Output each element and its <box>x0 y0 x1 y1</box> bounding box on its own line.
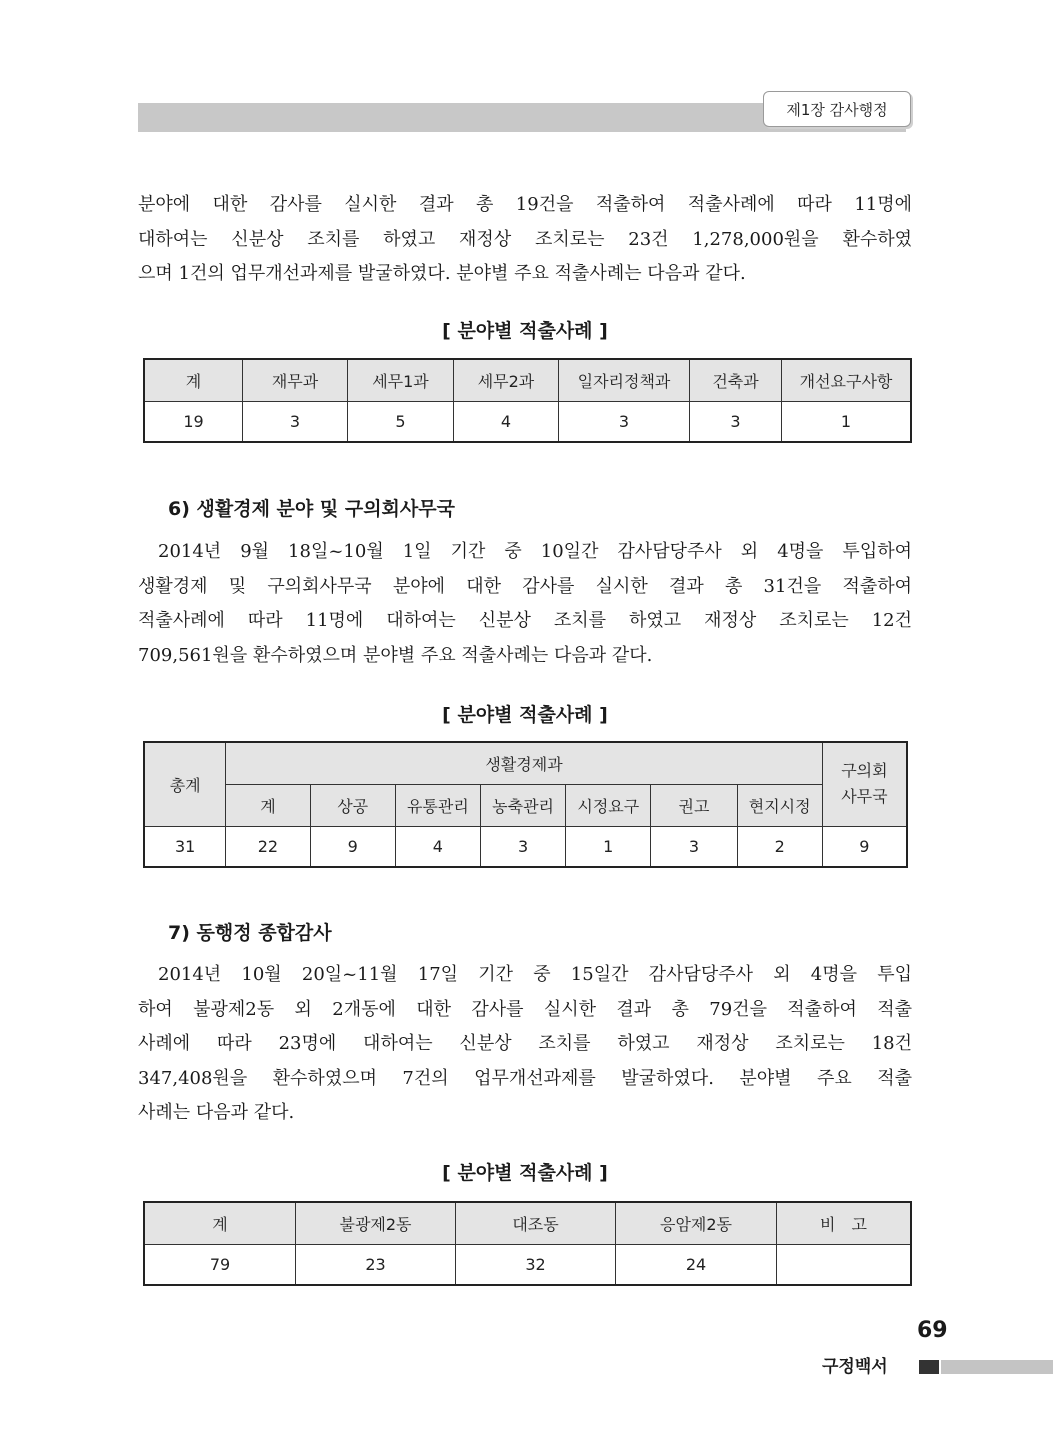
chapter-tab <box>763 91 911 127</box>
table-header-row <box>144 742 907 784</box>
intro-line: 대하여는 신분상 조치를 하였고 재정상 조치로는 23건 1,278,000원을 환수하였 <box>138 228 912 250</box>
table-subheader-row <box>144 784 907 826</box>
header-cell: 응암제2동 <box>616 1202 777 1244</box>
value-cell: 3 <box>651 826 737 867</box>
section6-line: 생활경제 및 구의회사무국 분야에 대한 감사를 실시한 결과 총 31건을 적출하여 <box>138 575 912 597</box>
value-cell: 3 <box>480 826 565 867</box>
footer-label: 구정백서 <box>822 1357 888 1377</box>
page-number: 69 <box>917 1318 948 1343</box>
value-cell: 1 <box>566 826 651 867</box>
value-cell: 3 <box>243 401 348 442</box>
header-cell: 계 <box>144 1202 296 1244</box>
value-cell: 4 <box>454 401 559 442</box>
table3-caption: [ 분야별 적출사례 ] <box>442 1162 608 1184</box>
subheader-cell: 상공 <box>310 784 395 826</box>
table-row <box>144 1244 911 1285</box>
value-cell: 9 <box>822 826 907 867</box>
value-cell: 79 <box>144 1244 296 1285</box>
value-cell: 19 <box>144 401 243 442</box>
value-cell: 3 <box>559 401 690 442</box>
value-cell: 22 <box>226 826 310 867</box>
value-cell: 9 <box>310 826 395 867</box>
section6-line: 2014년 9월 18일~10월 1일 기간 중 10일간 감사담당주사 외 4명을 투입하여 <box>158 541 912 562</box>
header-cell: 계 <box>144 359 243 401</box>
header-cell: 비 고 <box>777 1202 912 1244</box>
table1-caption: [ 분야별 적출사례 ] <box>442 320 608 342</box>
intro-line: 분야에 대한 감사를 실시한 결과 총 19건을 적출하여 적출사례에 따라 11명에 <box>138 194 912 215</box>
table-header-row <box>144 1202 911 1244</box>
header-cell: 개선요구사항 <box>782 359 912 401</box>
section6-heading: 6) 생활경제 분야 및 구의회사무국 <box>168 498 455 520</box>
table-header-row <box>144 359 911 401</box>
table2-caption: [ 분야별 적출사례 ] <box>442 704 608 726</box>
section7-line: 347,408원을 환수하였으며 7건의 업무개선과제를 발굴하였다. 분야별 주요 적출 <box>138 1067 912 1089</box>
header-cell: 불광제2동 <box>296 1202 456 1244</box>
header-cell: 건축과 <box>690 359 782 401</box>
section7-line: 사례는 다음과 같다. <box>138 1102 295 1123</box>
total-header-cell: 총계 <box>144 742 226 826</box>
table3 <box>143 1201 912 1286</box>
section7-line: 하여 불광제2동 외 2개동에 대한 감사를 실시한 결과 총 79건을 적출하여 적출 <box>138 998 912 1020</box>
intro-line: 으며 1건의 업무개선과제를 발굴하였다. 분야별 주요 적출사례는 다음과 같다. <box>138 263 746 284</box>
intro-paragraph <box>138 188 912 292</box>
table2 <box>143 741 908 868</box>
header-cell: 세무1과 <box>348 359 454 401</box>
subheader-cell: 유통관리 <box>395 784 480 826</box>
footer-bar-gray <box>941 1360 1053 1374</box>
value-cell: 1 <box>782 401 912 442</box>
section7-paragraph <box>138 958 912 1131</box>
section7-line: 2014년 10월 20일~11월 17일 기간 중 15일간 감사담당주사 외 4명을 투입 <box>158 964 912 985</box>
council-header-cell: 구의회 사무국 <box>822 742 907 826</box>
chapter-title: 제1장 감사행정 <box>786 100 888 119</box>
subheader-cell: 농축관리 <box>480 784 565 826</box>
value-cell: 23 <box>296 1244 456 1285</box>
value-cell: 32 <box>456 1244 616 1285</box>
subheader-cell: 계 <box>226 784 310 826</box>
footer-bar-dark <box>919 1360 939 1374</box>
value-cell: 2 <box>737 826 822 867</box>
table-row <box>144 826 907 867</box>
table-row <box>144 401 911 442</box>
section6-line: 적출사례에 따라 11명에 대하여는 신분상 조치를 하였고 재정상 조치로는 12건 <box>138 610 912 631</box>
value-cell: 31 <box>144 826 226 867</box>
value-cell: 3 <box>690 401 782 442</box>
section6-line: 709,561원을 환수하였으며 분야별 주요 적출사례는 다음과 같다. <box>138 644 653 666</box>
header-cell: 재무과 <box>243 359 348 401</box>
section7-heading: 7) 동행정 종합감사 <box>168 922 332 944</box>
value-cell: 4 <box>395 826 480 867</box>
section6-paragraph <box>138 535 912 673</box>
subheader-cell: 시정요구 <box>566 784 651 826</box>
group-header-cell: 생활경제과 <box>226 742 822 784</box>
subheader-cell: 현지시정 <box>737 784 822 826</box>
value-cell: 24 <box>616 1244 777 1285</box>
header-cell: 대조동 <box>456 1202 616 1244</box>
table1 <box>143 358 912 443</box>
section7-line: 사례에 따라 23명에 대하여는 신분상 조치를 하였고 재정상 조치로는 18건 <box>138 1033 912 1054</box>
subheader-cell: 권고 <box>651 784 737 826</box>
value-cell: 5 <box>348 401 454 442</box>
header-cell: 세무2과 <box>454 359 559 401</box>
value-cell <box>777 1244 912 1285</box>
header-cell: 일자리정책과 <box>559 359 690 401</box>
